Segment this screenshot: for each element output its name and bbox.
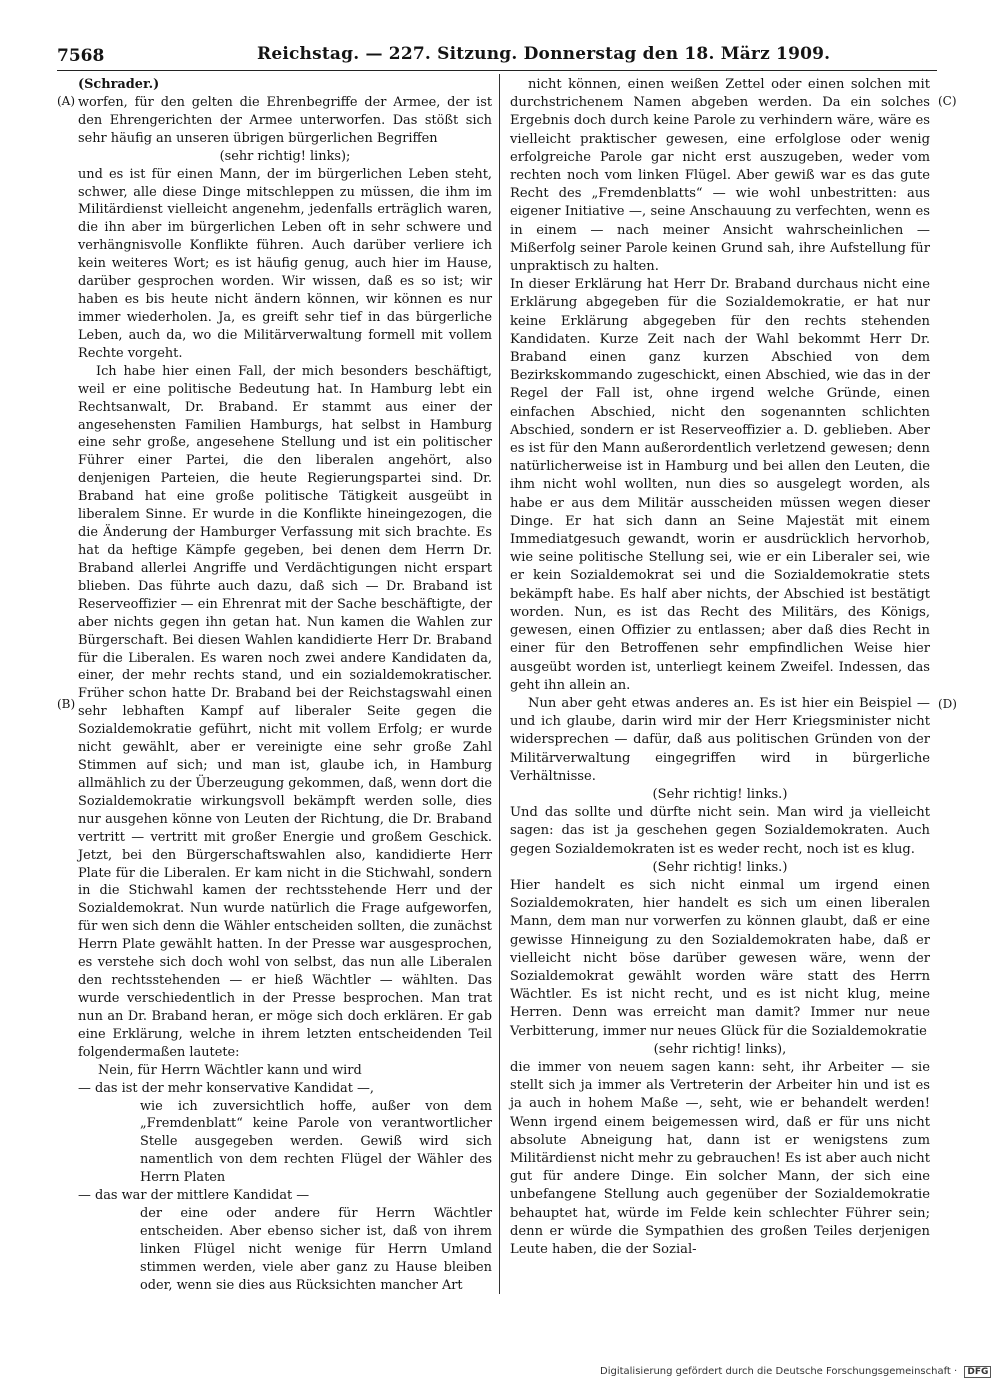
- paragraph: Und das sollte und dürfte nicht sein. Man wird ja vielleicht sagen: das ist ja geschehen gegen Sozialdemokraten. Auch gegen Sozialdemokraten ist es weder recht, noch ist es klug.: [510, 805, 930, 857]
- margin-marker-a: (A): [57, 94, 76, 108]
- quote-line: der eine oder andere für Herrn Wächtler entscheiden. Aber ebenso sicher ist, daß von ihrem linken Flügel nicht wenige für Herrn Umland stimmen werden, viele aber ganz zu Hause bleiben oder, wenn sie dies aus Rücksichten mancher Art: [140, 1206, 492, 1293]
- interjection: (sehr richtig! links);: [219, 148, 351, 164]
- dfg-logo: DFG: [964, 1366, 991, 1378]
- margin-marker-c: (C): [938, 94, 957, 108]
- left-column: [78, 76, 492, 1295]
- margin-marker-b: (B): [57, 697, 76, 711]
- footer-credit: [600, 1366, 991, 1378]
- running-title: Reichstag. — 227. Sitzung. Donnerstag den 18. März 1909.: [257, 44, 831, 64]
- paragraph: nicht können, einen weißen Zettel oder einen solchen mit durchstrichenem Namen abgeben werden. Da ein solches Ergebnis doch durch keine Parole zu verhindern wäre, wäre es vielleicht praktischer gewesen, eine erfolglose oder wenig erfolgreiche Parole gar nicht erst auszugeben, weder vom rechten noch vom linken Flügel. Aber gewiß war es das gute Recht des „Fremdenblatts“ — wie wohl unbestritten: aus eigener Initiative —, seine Anschauung zu verfechten, wenn es in einem — nach meiner Ansicht wahrscheinlichen — Mißerfolg seiner Parole keinen Grund sah, ihre Aufstellung für unpraktisch zu halten.: [510, 77, 930, 275]
- speaker-name: (Schrader.): [78, 77, 160, 92]
- paragraph: Ich habe hier einen Fall, der mich besonders beschäftigt, weil er eine politische Bedeutung hat. In Hamburg lebt ein Rechtsanwalt, Dr. Braband. Er stammt aus einer der angesehensten Familien Hamburgs, hat selbst in Hamburg eine sehr große, angesehene Stellung und ist ein politischer Führer einer Partei, die den liberalen angehört, also denjenigen Parteien, die heute Regierungspartei sind. Dr. Braband hat eine große politische Tätigkeit ausgeübt in liberalem Sinne. Er wurde in die Konflikte hineingezogen, die die Änderung der Hamburger Verfassung mit sich brachte. Es hat da heftige Kämpfe gegeben, bei denen dem Herrn Dr. Braband allerlei Angriffe und Verdächtigungen nicht erspart blieben. Das führte auch dazu, daß sich — Dr. Braband ist Reserveoffizier — ein Ehrenrat mit der Sache beschäftigte, der aber nichts gegen ihn getan hat. Nun kamen die Wahlen zur Bürgerschaft. Bei diesen Wahlen kandidierte Herr Dr. Braband für die Liberalen. Es waren noch zwei andere Kandidaten da, einer, der mehr rechts stand, und ein sozialdemokratischer. Früher schon hatte Dr. Braband bei der Reichstagswahl einen sehr lebhaften Kampf auf liberaler Seite gegen die Sozialdemokratie geführt, nicht mit vollem Erfolg; er wurde nicht gewählt, aber er vereinigte eine sehr große Zahl Stimmen auf sich; und man ist, glaube ich, in Hamburg allmählich zu der Überzeugung gekommen, daß, wenn dort die Sozialdemokratie wirkungsvoll bekämpft werden solle, dies nur ausgehen könne von Leuten der Richtung, die Dr. Braband vertritt — vertritt mit großer Energie und großem Geschick. Jetzt, bei den Bürgerschaftswahlen also, kandidierte Herr Plate für die Liberalen. Er kam nicht in die Stichwahl, sondern in die Stichwahl kamen der rechtsstehende Herr und der Sozialdemokrat. Nun wurde natürlich die Frage aufgeworfen, für wen sich denn die Wähler entscheiden sollten, die zunächst Herrn Plate gewählt hatten. In der Presse war ausgesprochen, es verstehe sich doch wohl von selbst, das nun alle Liberalen den rechtsstehenden — er hieß Wächtler — wählten. Das wurde verschiedentlich in der Presse besprochen. Man trat nun an Dr. Braband heran, er möge sich doch erklären. Er gab eine Erklärung, welche in ihrem letzten entscheidenden Teil folgendermaßen lautete:: [78, 363, 492, 1060]
- paragraph: Hier handelt es sich nicht einmal um irgend einen Sozialdemokraten, hier handelt es sich um einen liberalen Mann, dem man nur vorwerfen zu können glaubt, daß er eine gewisse Hinneigung zu den Sozialdemokraten habe, daß er vielleicht nicht böse darüber gewesen wäre, wenn der Sozialdemokrat gewählt worden wäre statt des Herrn Wächtler. Es ist nicht recht, und es ist nicht klug, meine Herren. Denn was erreicht man damit? Immer nur neue Verbitterung, immer nur neues Glück für die Sozialdemokratie: [510, 877, 930, 1039]
- page-number: 7568: [57, 46, 105, 66]
- paragraph: worfen, für den gelten die Ehrenbegriffe der Armee, der ist den Ehrengerichten der Armee unterworfen. Das stößt sich sehr häufig an unseren übrigen bürgerlichen Begriffen: [78, 94, 492, 146]
- right-column: [510, 76, 930, 1259]
- quote-line: Nein, für Herrn Wächtler kann und wird: [98, 1062, 362, 1078]
- quote-aside: — das war der mittlere Kandidat —: [78, 1188, 310, 1204]
- interjection: (sehr richtig! links),: [653, 1041, 787, 1057]
- quote-line: wie ich zuversichtlich hoffe, außer von dem „Fremdenblatt“ keine Parole von verantwortlicher Stelle ausgegeben werden. Gewiß wird sich namentlich von dem rechten Flügel der Wähler des Herrn Platen: [140, 1098, 492, 1186]
- footer-text: Digitalisierung gefördert durch die Deutsche Forschungsgemeinschaft ·: [600, 1366, 958, 1377]
- margin-marker-d: (D): [938, 697, 957, 711]
- paragraph: und es ist für einen Mann, der im bürgerlichen Leben steht, schwer, alle diese Dinge mitschleppen zu müssen, die ihm im Militärdienst vielleicht angenehm, jedenfalls erträglich waren, die ihn aber im bürgerlichen Leben oft in sehr schwere und verhängnisvolle Konflikte führen. Auch darüber verliere ich kein weiteres Wort; es ist häufig genug, auch hier im Hause, darüber gesprochen worden. Wir wissen, daß es so ist; wir haben es bis heute nicht ändern können, wir können es nur immer wiederholen. Ja, es greift sehr tief in das bürgerliche Leben, auch da, wo die Militärverwaltung formell mit vollem Rechte vorgeht.: [78, 166, 492, 361]
- interjection: (Sehr richtig! links.): [652, 786, 788, 802]
- paragraph: Nun aber geht etwas anderes an. Es ist hier ein Beispiel — und ich glaube, darin wird mir der Herr Kriegsminister nicht widersprechen — dafür, daß aus politischen Gründen von der Militärverwaltung eingegriffen wird in bürgerliche Verhältnisse.: [510, 695, 930, 784]
- header-rule: [57, 70, 937, 71]
- quote-aside: — das ist der mehr konservative Kandidat —,: [78, 1080, 374, 1096]
- page-header: [57, 44, 937, 70]
- paragraph: In dieser Erklärung hat Herr Dr. Braband durchaus nicht eine Erklärung abgegeben für die Sozialdemokratie, er hat nur keine Erklärung abgegeben für den rechts stehenden Kandidaten. Kurze Zeit nach der Wahl bekommt Herr Dr. Braband einen ganz kurzen Abschied von dem Bezirkskommando zugeschickt, einen Abschied, wie das in der Regel der Fall ist, ohne irgend welche Gründe, einen einfachen Abschied, nicht den sogenannten schlichten Abschied, sondern er ist Reserveoffizier a. D. geblieben. Aber es ist für den Mann außerordentlich verletzend gewesen; denn natürlicherweise ist in Hamburg und bei allen den Leuten, die ihm nicht wohl wollten, nun dies so ausgelegt worden, als habe er aus dem Militär ausscheiden müssen wegen dieser Dinge. Er hat sich dann an Seine Majestät mit einem Immediatgesuch gewandt, worin er ausdrücklich hervorhob, wie seine politische Stellung sei, wie er ein Liberaler sei, wie er kein Sozialdemokrat sei und die Sozialdemokratie stets bekämpft habe. Es half aber nichts, der Abschied ist bestätigt worden. Nun, es ist das Recht des Militärs, des Königs, gewesen, einen Offizier zu entlassen; aber daß dies Recht in einer für den Betroffenen sehr empfindlichen Weise hier ausgeübt worden ist, unterliegt keinem Zweifel. Indessen, das geht ihn allein an.: [510, 277, 930, 693]
- column-divider: [499, 74, 500, 1294]
- interjection: (Sehr richtig! links.): [652, 859, 788, 875]
- paragraph: die immer von neuem sagen kann: seht, ihr Arbeiter — sie stellt sich ja immer als Vertreterin der Arbeiter hin und ist es ja auch in hohem Maße —, seht, wie er behandelt werden! Wenn irgend einem beigemessen wird, daß er für uns nicht absolute Abneigung hat, dann ist er wenigstens zum Militärdienst nicht mehr zu gebrauchen! Es ist aber auch nicht gut für andere Dinge. Ein solcher Mann, der sich eine unbefangene Stellung auch gegenüber der Sozialdemokratie behauptet hat, würde im Felde kein schlechter Führer sein; denn er würde die Sympathien des großen Teiles derjenigen Leute haben, die der Sozial-: [510, 1059, 930, 1257]
